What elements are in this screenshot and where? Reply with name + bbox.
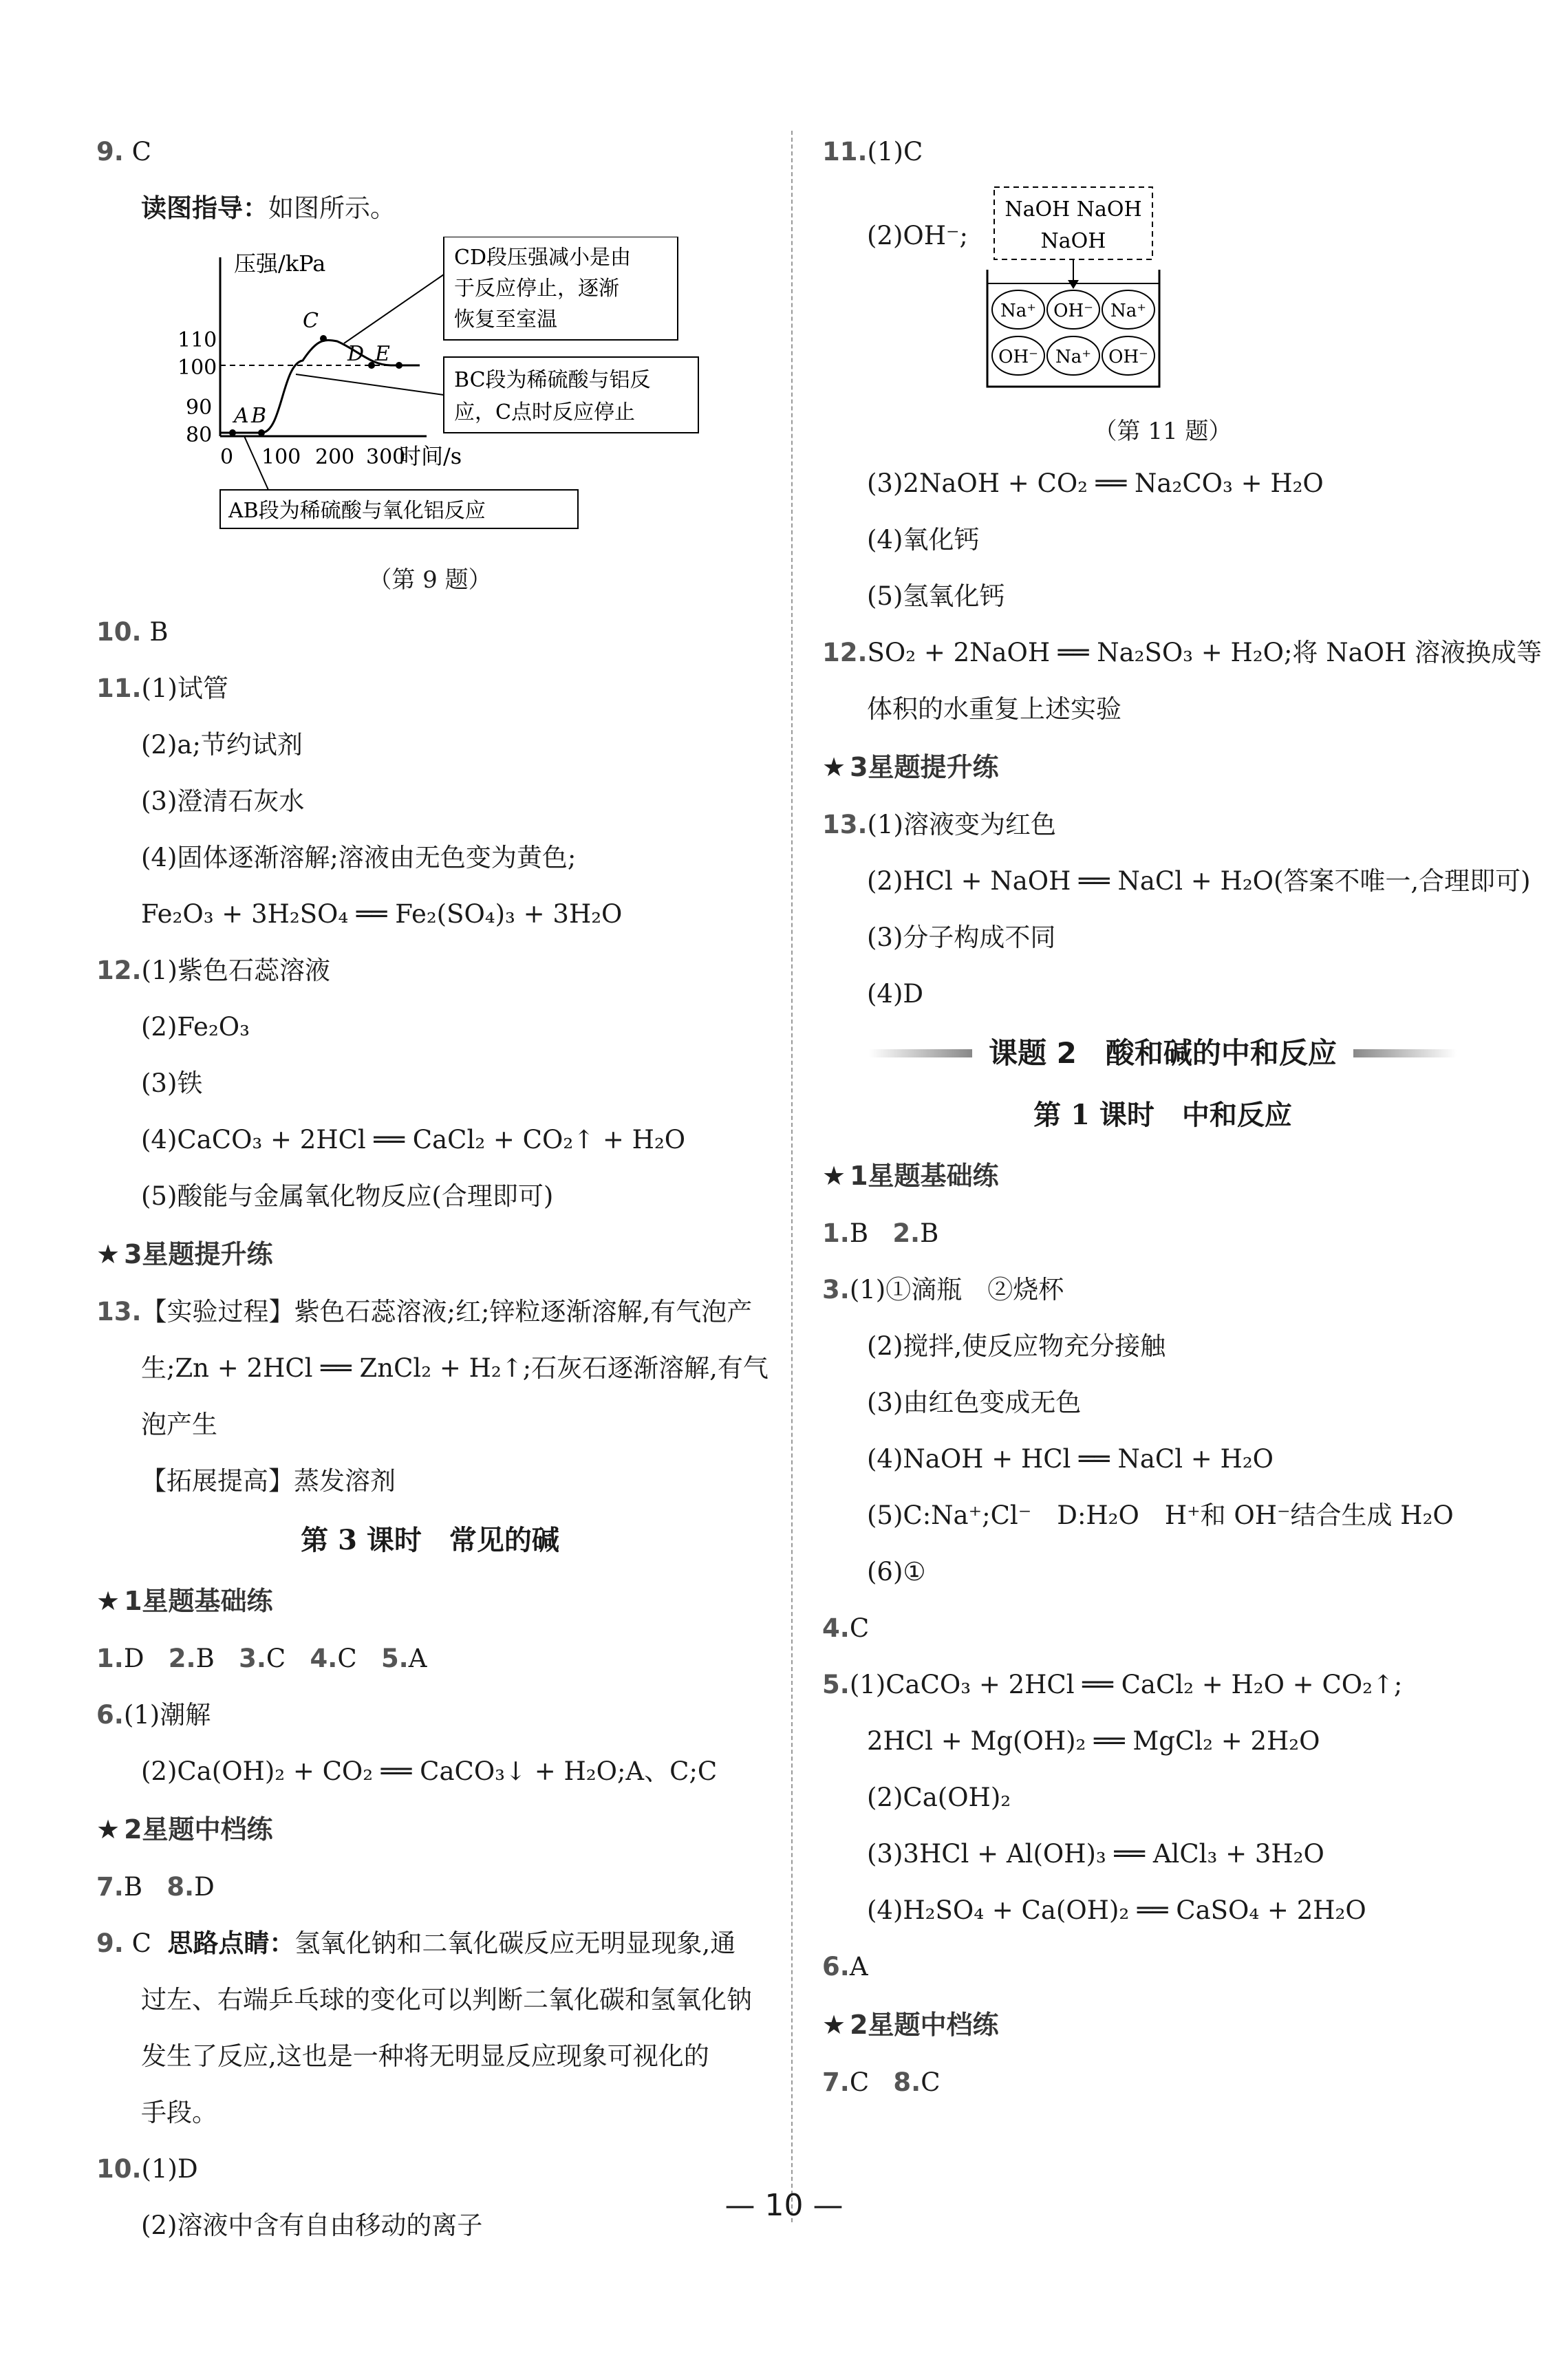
r-answers-7-8: 7.C 8.C — [822, 2067, 941, 2097]
r-q3-line3: (3)由红色变成无色 — [867, 1388, 1082, 1417]
point-e — [396, 362, 402, 369]
star-icon: ★ — [96, 1586, 120, 1616]
star-icon: ★ — [822, 2010, 846, 2040]
x-tick-0: 0 — [220, 445, 234, 469]
figure-11-caption: （第 11 题） — [1093, 418, 1232, 445]
q13-line2: 生;Zn + 2HCl ══ ZnCl₂ + H₂↑;石灰石逐渐溶解,有气 — [141, 1353, 769, 1383]
svg-text:AB段为稀硫酸与氧化铝反应: AB段为稀硫酸与氧化铝反应 — [228, 499, 486, 523]
label-d: D — [347, 342, 365, 366]
q10-answer: 10. B — [96, 617, 169, 647]
arrow-cd — [344, 275, 444, 343]
lesson-3-title: 第 3 课时 常见的碱 — [301, 1524, 559, 1556]
r-q3-line5: (5)C:Na⁺;Cl⁻ D:H₂O H⁺和 OH⁻结合生成 H₂O — [867, 1501, 1454, 1530]
q10b-line1: 10.(1)D — [96, 2154, 198, 2184]
r-q4: 4.C — [822, 1613, 870, 1643]
right-column — [822, 124, 1542, 2111]
q11-line4: (4)固体逐渐溶解;溶液由无色变为黄色; — [141, 843, 577, 872]
page-number: — 10 — — [724, 2188, 844, 2223]
svg-text:应，C点时反应停止: 应，C点时反应停止 — [454, 400, 635, 425]
r-q6: 6.A — [822, 1952, 868, 1981]
topic-2-title: 课题 2 酸和碱的中和反应 — [822, 1022, 1503, 1084]
star-icon: ★ — [96, 1239, 120, 1269]
r-q5-line5: (4)H₂SO₄ + Ca(OH)₂ ══ CaSO₄ + 2H₂O — [867, 1895, 1366, 1925]
x-tick-200: 200 — [315, 445, 355, 469]
r-q11-line1: 11.(1)C — [822, 137, 923, 166]
r-q5-line2: 2HCl + Mg(OH)₂ ══ MgCl₂ + 2H₂O — [867, 1726, 1320, 1756]
x-axis-label: 时间/s — [399, 443, 462, 469]
q11-line2: (2)a;节约试剂 — [141, 730, 303, 760]
q9b-line4: 手段。 — [141, 2098, 217, 2127]
svg-text:NaOH NaOH: NaOH NaOH — [1005, 197, 1142, 222]
r-q5-line3: (2)Ca(OH)₂ — [867, 1783, 1011, 1812]
svg-text:于反应停止，逐渐: 于反应停止，逐渐 — [454, 277, 619, 301]
lesson-1-title: 第 1 课时 中和反应 — [1033, 1099, 1292, 1131]
q13-line1: 13.【实验过程】紫色石蕊溶液;红;锌粒逐渐溶解,有气泡产 — [96, 1297, 753, 1326]
q9-answer: 9. C — [96, 137, 151, 166]
q12-line2: (2)Fe₂O₃ — [141, 1012, 250, 1042]
arrow-head — [1068, 280, 1079, 289]
q11-line5: Fe₂O₃ + 3H₂SO₄ ══ Fe₂(SO₄)₃ + 3H₂O — [141, 899, 623, 929]
q10b-line2: (2)溶液中含有自由移动的离子 — [141, 2211, 483, 2240]
y-tick-90: 90 — [186, 396, 213, 420]
r-q11-line4: (4)氧化钙 — [867, 525, 980, 555]
q12-line1: 12.(1)紫色石蕊溶液 — [96, 956, 330, 985]
r-section-1-star: ★ 1星题基础练 — [822, 1161, 999, 1191]
figure-9-caption: （第 9 题） — [368, 566, 492, 594]
q9b-line1: 9. C 思路点睛：氢氧化钠和二氧化碳反应无明显现象,通 — [96, 1928, 736, 1958]
y-axis-label: 压强/kPa — [234, 250, 326, 277]
r-q11-line5: (5)氢氧化钙 — [867, 581, 1005, 611]
star-icon: ★ — [822, 752, 846, 782]
r-q5-line1: 5.(1)CaCO₃ + 2HCl ══ CaCl₂ + H₂O + CO₂↑; — [822, 1670, 1403, 1699]
svg-text:OH⁻: OH⁻ — [998, 347, 1038, 367]
svg-text:恢复至室温: 恢复至室温 — [454, 308, 557, 332]
figure-11-beaker — [974, 180, 1290, 407]
svg-text:Na⁺: Na⁺ — [1110, 301, 1146, 321]
figure-9-pressure-chart — [96, 237, 757, 553]
svg-text:OH⁻: OH⁻ — [1053, 301, 1093, 321]
r-q13-line4: (4)D — [867, 979, 924, 1009]
arrow-bc — [296, 374, 444, 395]
r-q11-line3: (3)2NaOH + CO₂ ══ Na₂CO₃ + H₂O — [867, 469, 1324, 498]
q12-line5: (5)酸能与金属氧化物反应(合理即可) — [141, 1181, 554, 1211]
svg-text:OH⁻: OH⁻ — [1108, 347, 1148, 367]
star-icon: ★ — [822, 1161, 846, 1191]
y-tick-100: 100 — [178, 356, 217, 380]
r-q13-line2: (2)HCl + NaOH ══ NaCl + H₂O(答案不唯一,合理即可) — [867, 866, 1531, 896]
r-q12-line1: 12.SO₂ + 2NaOH ══ Na₂SO₃ + H₂O;将 NaOH 溶液换成等 — [822, 638, 1542, 667]
q9b-line2: 过左、右端乒乓球的变化可以判断二氧化碳和氢氧化钠 — [141, 1985, 752, 2014]
x-tick-100: 100 — [261, 445, 301, 469]
star-icon: ★ — [96, 1814, 120, 1845]
q11-line3: (3)澄清石灰水 — [141, 786, 305, 816]
q6-line2: (2)Ca(OH)₂ + CO₂ ══ CaCO₃↓ + H₂O;A、C;C — [141, 1756, 718, 1786]
svg-text:NaOH: NaOH — [1040, 229, 1106, 253]
svg-text:CD段压强减小是由: CD段压强减小是由 — [454, 246, 632, 270]
label-c: C — [303, 309, 319, 333]
y-tick-80: 80 — [186, 423, 213, 447]
r-section-3-star: ★ 3星题提升练 — [822, 752, 999, 782]
section-1-star: ★ 1星题基础练 — [96, 1586, 273, 1616]
svg-text:Na⁺: Na⁺ — [1055, 347, 1091, 367]
svg-text:BC段为稀硫酸与铝反: BC段为稀硫酸与铝反 — [454, 368, 651, 392]
r-q3-line4: (4)NaOH + HCl ══ NaCl + H₂O — [867, 1444, 1274, 1474]
q13-line3: 泡产生 — [141, 1410, 217, 1439]
figure-11-row — [822, 180, 1503, 407]
answers-1-5: 1.D 2.B 3.C 4.C 5.A — [96, 1644, 427, 1673]
point-a — [229, 429, 236, 436]
q11-line1: 11.(1)试管 — [96, 674, 228, 703]
point-c — [320, 335, 327, 342]
r-q13-line3: (3)分子构成不同 — [867, 923, 1056, 952]
r-q11-line2: (2)OH⁻; — [867, 221, 969, 250]
y-tick-110: 110 — [178, 328, 217, 352]
section-2-star: ★ 2星题中档练 — [96, 1814, 273, 1845]
r-q13-line1: 13.(1)溶液变为红色 — [822, 810, 1056, 839]
svg-text:Na⁺: Na⁺ — [1000, 301, 1036, 321]
r-q3-line1: 3.(1)①滴瓶 ②烧杯 — [822, 1275, 1064, 1304]
q13-line4: 【拓展提高】蒸发溶剂 — [141, 1466, 396, 1496]
label-b: B — [251, 404, 267, 428]
q9-guide: 读图指导：如图所示。 — [141, 193, 396, 223]
answers-7-8: 7.B 8.D — [96, 1872, 215, 1902]
label-e: E — [375, 342, 390, 366]
r-q5-line4: (3)3HCl + Al(OH)₃ ══ AlCl₃ + 3H₂O — [867, 1839, 1324, 1869]
r-q3-line2: (2)搅拌,使反应物充分接触 — [867, 1331, 1166, 1361]
q9b-line3: 发生了反应,这也是一种将无明显反应现象可视化的 — [141, 2041, 709, 2071]
r-q3-line6: (6)① — [867, 1557, 926, 1587]
r-answers-1-2: 1.B 2.B — [822, 1218, 939, 1248]
q12-line3: (3)铁 — [141, 1068, 203, 1098]
r-section-2-star: ★ 2星题中档练 — [822, 2010, 999, 2040]
q6-line1: 6.(1)潮解 — [96, 1700, 211, 1730]
q12-line4: (4)CaCO₃ + 2HCl ══ CaCl₂ + CO₂↑ + H₂O — [141, 1125, 686, 1154]
point-b — [258, 429, 265, 436]
left-column — [96, 124, 769, 2254]
x-tick-300: 300 — [366, 445, 406, 469]
r-q12-line2: 体积的水重复上述实验 — [867, 694, 1121, 724]
ion-row-1 — [992, 290, 1154, 329]
point-d — [368, 362, 375, 369]
ion-row-2 — [992, 336, 1154, 375]
section-3-star: ★ 3星题提升练 — [96, 1239, 273, 1269]
column-divider — [791, 131, 793, 2222]
label-a: A — [234, 404, 249, 428]
